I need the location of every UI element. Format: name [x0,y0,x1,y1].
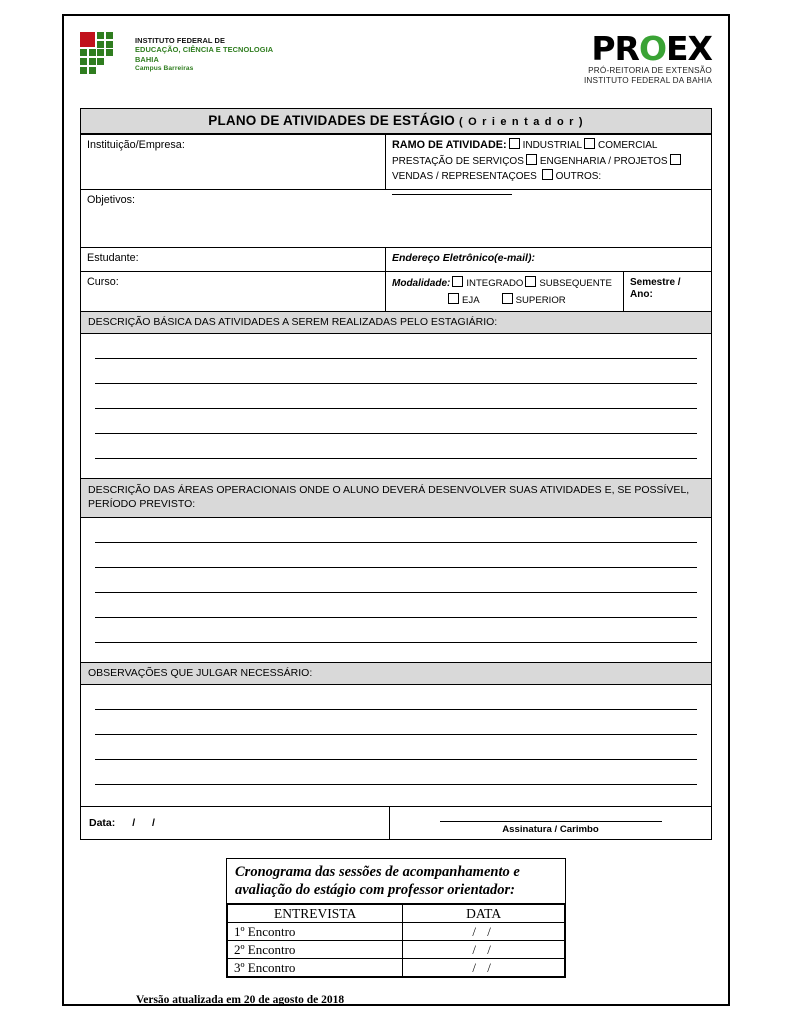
ramo-option-prestacao: PRESTAÇÃO DE SERVIÇOS [392,155,524,167]
cronograma-wrapper [80,858,712,978]
section-heading-text-3: OBSERVAÇÕES QUE JULGAR NECESSÁRIO: [88,667,313,679]
document-header [80,30,712,104]
writing-area-descricao-basica[interactable] [80,334,712,479]
cell-data-1[interactable]: / / [403,923,565,941]
checkbox-eja[interactable] [448,293,459,304]
section-heading-text-2: DESCRIÇÃO DAS ÁREAS OPERACIONAIS ONDE O ALUNO DEVERÁ DESENVOLVER SUAS ATIVIDADES E, SE POSSÍVEL, PERÍODO PREVISTO: [88,484,690,510]
section-heading-descricao-basica [80,312,712,334]
data-slash-2: / [152,817,155,829]
semestre-ano-field[interactable] [624,272,712,312]
checkbox-outros[interactable] [542,169,553,180]
curso-modalidade-row [80,272,712,312]
page-title-text: PLANO DE ATIVIDADES DE ESTÁGIO [208,113,456,128]
section-heading-observacoes [80,663,712,685]
table-row [228,959,565,977]
proex-subtitle-2: INSTITUTO FEDERAL DA BAHIA [583,76,712,85]
cell-data-2[interactable]: / / [403,941,565,959]
semestre-ano-label: Semestre / Ano: [630,277,681,300]
data-assinatura-row [80,807,712,840]
ramo-label: RAMO DE ATIVIDADE: [392,139,507,151]
modalidade-option-subsequente: SUBSEQUENTE [539,278,612,289]
proex-o: O [638,29,666,68]
table-row [228,923,565,941]
curso-field[interactable] [80,272,386,312]
modalidade-option-integrado: INTEGRADO [466,278,524,289]
ramo-option-engenharia: ENGENHARIA / PROJETOS [539,155,668,167]
checkbox-comercial[interactable] [584,138,595,149]
cell-entrevista-3: 3º Encontro [228,959,403,977]
estudante-email-row [80,248,712,272]
ramo-option-comercial: COMERCIAL [598,140,658,151]
rule-line [95,593,697,618]
page-title [80,108,712,134]
ramo-atividade-field[interactable] [386,134,712,190]
ifba-wordmark [135,30,273,74]
cell-entrevista-2: 2º Encontro [228,941,403,959]
page-title-suffix: ( O r i e n t a d o r ) [458,116,584,128]
outros-input[interactable] [392,194,512,195]
rule-line [95,359,697,384]
ramo-option-industrial: INDUSTRIAL [522,140,583,151]
proex-logo [584,30,712,86]
section-heading-areas-operacionais [80,479,712,518]
instituicao-field[interactable] [80,134,386,190]
rule-line [95,735,697,760]
cronograma-title-line-1: Cronograma das sessões de acompanhamento e [235,864,520,880]
ifba-line-4: Campus Barreiras [135,65,194,73]
rule-line [95,409,697,434]
section-heading-text-1: DESCRIÇÃO BÁSICA DAS ATIVIDADES A SEREM REALIZADAS PELO ESTAGIÁRIO: [88,316,498,328]
proex-wordmark [591,29,712,68]
estudante-field[interactable] [80,248,386,272]
data-slash-1: / [132,817,136,829]
ifba-logo [80,30,273,76]
ramo-option-vendas: VENDAS / REPRESENTAÇOES [392,171,537,182]
rule-line [95,618,697,643]
cell-data-3[interactable]: / / [403,959,565,977]
ifba-line-1: INSTITUTO FEDERAL DE [135,36,226,45]
ifba-line-3: BAHIA [135,54,159,64]
form-content [80,30,712,978]
table-row [228,941,565,959]
instituicao-label: Instituição/Empresa: [87,139,185,151]
rule-line [95,434,697,459]
rule-line [95,710,697,735]
proex-pre: PR [591,29,639,68]
data-label: Data: [89,817,116,829]
signature-line [440,821,662,822]
rule-line [95,785,697,809]
rule-line [95,518,697,543]
cronograma-header-row [228,905,565,923]
checkbox-superior[interactable] [502,293,513,304]
writing-area-observacoes[interactable] [80,685,712,807]
cronograma-title-line-2: avaliação do estágio com professor orientador: [235,882,515,898]
rule-line [95,685,697,710]
curso-label: Curso: [87,276,119,288]
cronograma-table [226,858,566,978]
email-label: Endereço Eletrônico(e-mail): [392,252,535,264]
checkbox-engenharia-projetos[interactable] [670,154,681,165]
objetivos-label: Objetivos: [87,194,136,206]
estudante-label: Estudante: [87,252,139,264]
footer-version: Versão atualizada em 20 de agosto de 2018 [136,994,345,1006]
checkbox-subsequente[interactable] [525,276,536,287]
modalidade-option-eja: EJA [462,295,480,306]
modalidade-field[interactable] [386,272,624,312]
modalidade-label: Modalidade: [392,278,451,289]
proex-subtitle-1: PRÓ-REITORIA DE EXTENSÃO [588,66,712,75]
rule-line [95,760,697,785]
checkbox-prestacao-servicos[interactable] [526,154,537,165]
cronograma-title [227,859,565,904]
assinatura-field[interactable] [389,807,711,839]
email-field[interactable] [386,248,712,272]
checkbox-industrial[interactable] [509,138,520,149]
cell-entrevista-1: 1º Encontro [228,923,403,941]
assinatura-label: Assinatura / Carimbo [502,824,599,835]
column-header-data: DATA [403,905,565,923]
cronograma-grid [227,904,565,977]
ifba-mark-icon [80,32,128,76]
writing-area-areas-operacionais[interactable] [80,518,712,663]
ifba-line-2: EDUCAÇÃO, CIÊNCIA E TECNOLOGIA [135,45,274,55]
instituicao-ramo-row [80,134,712,190]
ramo-option-outros: OUTROS: [555,171,602,182]
checkbox-integrado[interactable] [452,276,463,287]
rule-line [95,384,697,409]
column-header-entrevista: ENTREVISTA [228,905,403,923]
data-field[interactable] [81,807,389,839]
rule-line [95,543,697,568]
rule-line [95,334,697,359]
proex-post: EX [666,29,712,68]
modalidade-option-superior: SUPERIOR [515,295,566,306]
rule-line [95,568,697,593]
